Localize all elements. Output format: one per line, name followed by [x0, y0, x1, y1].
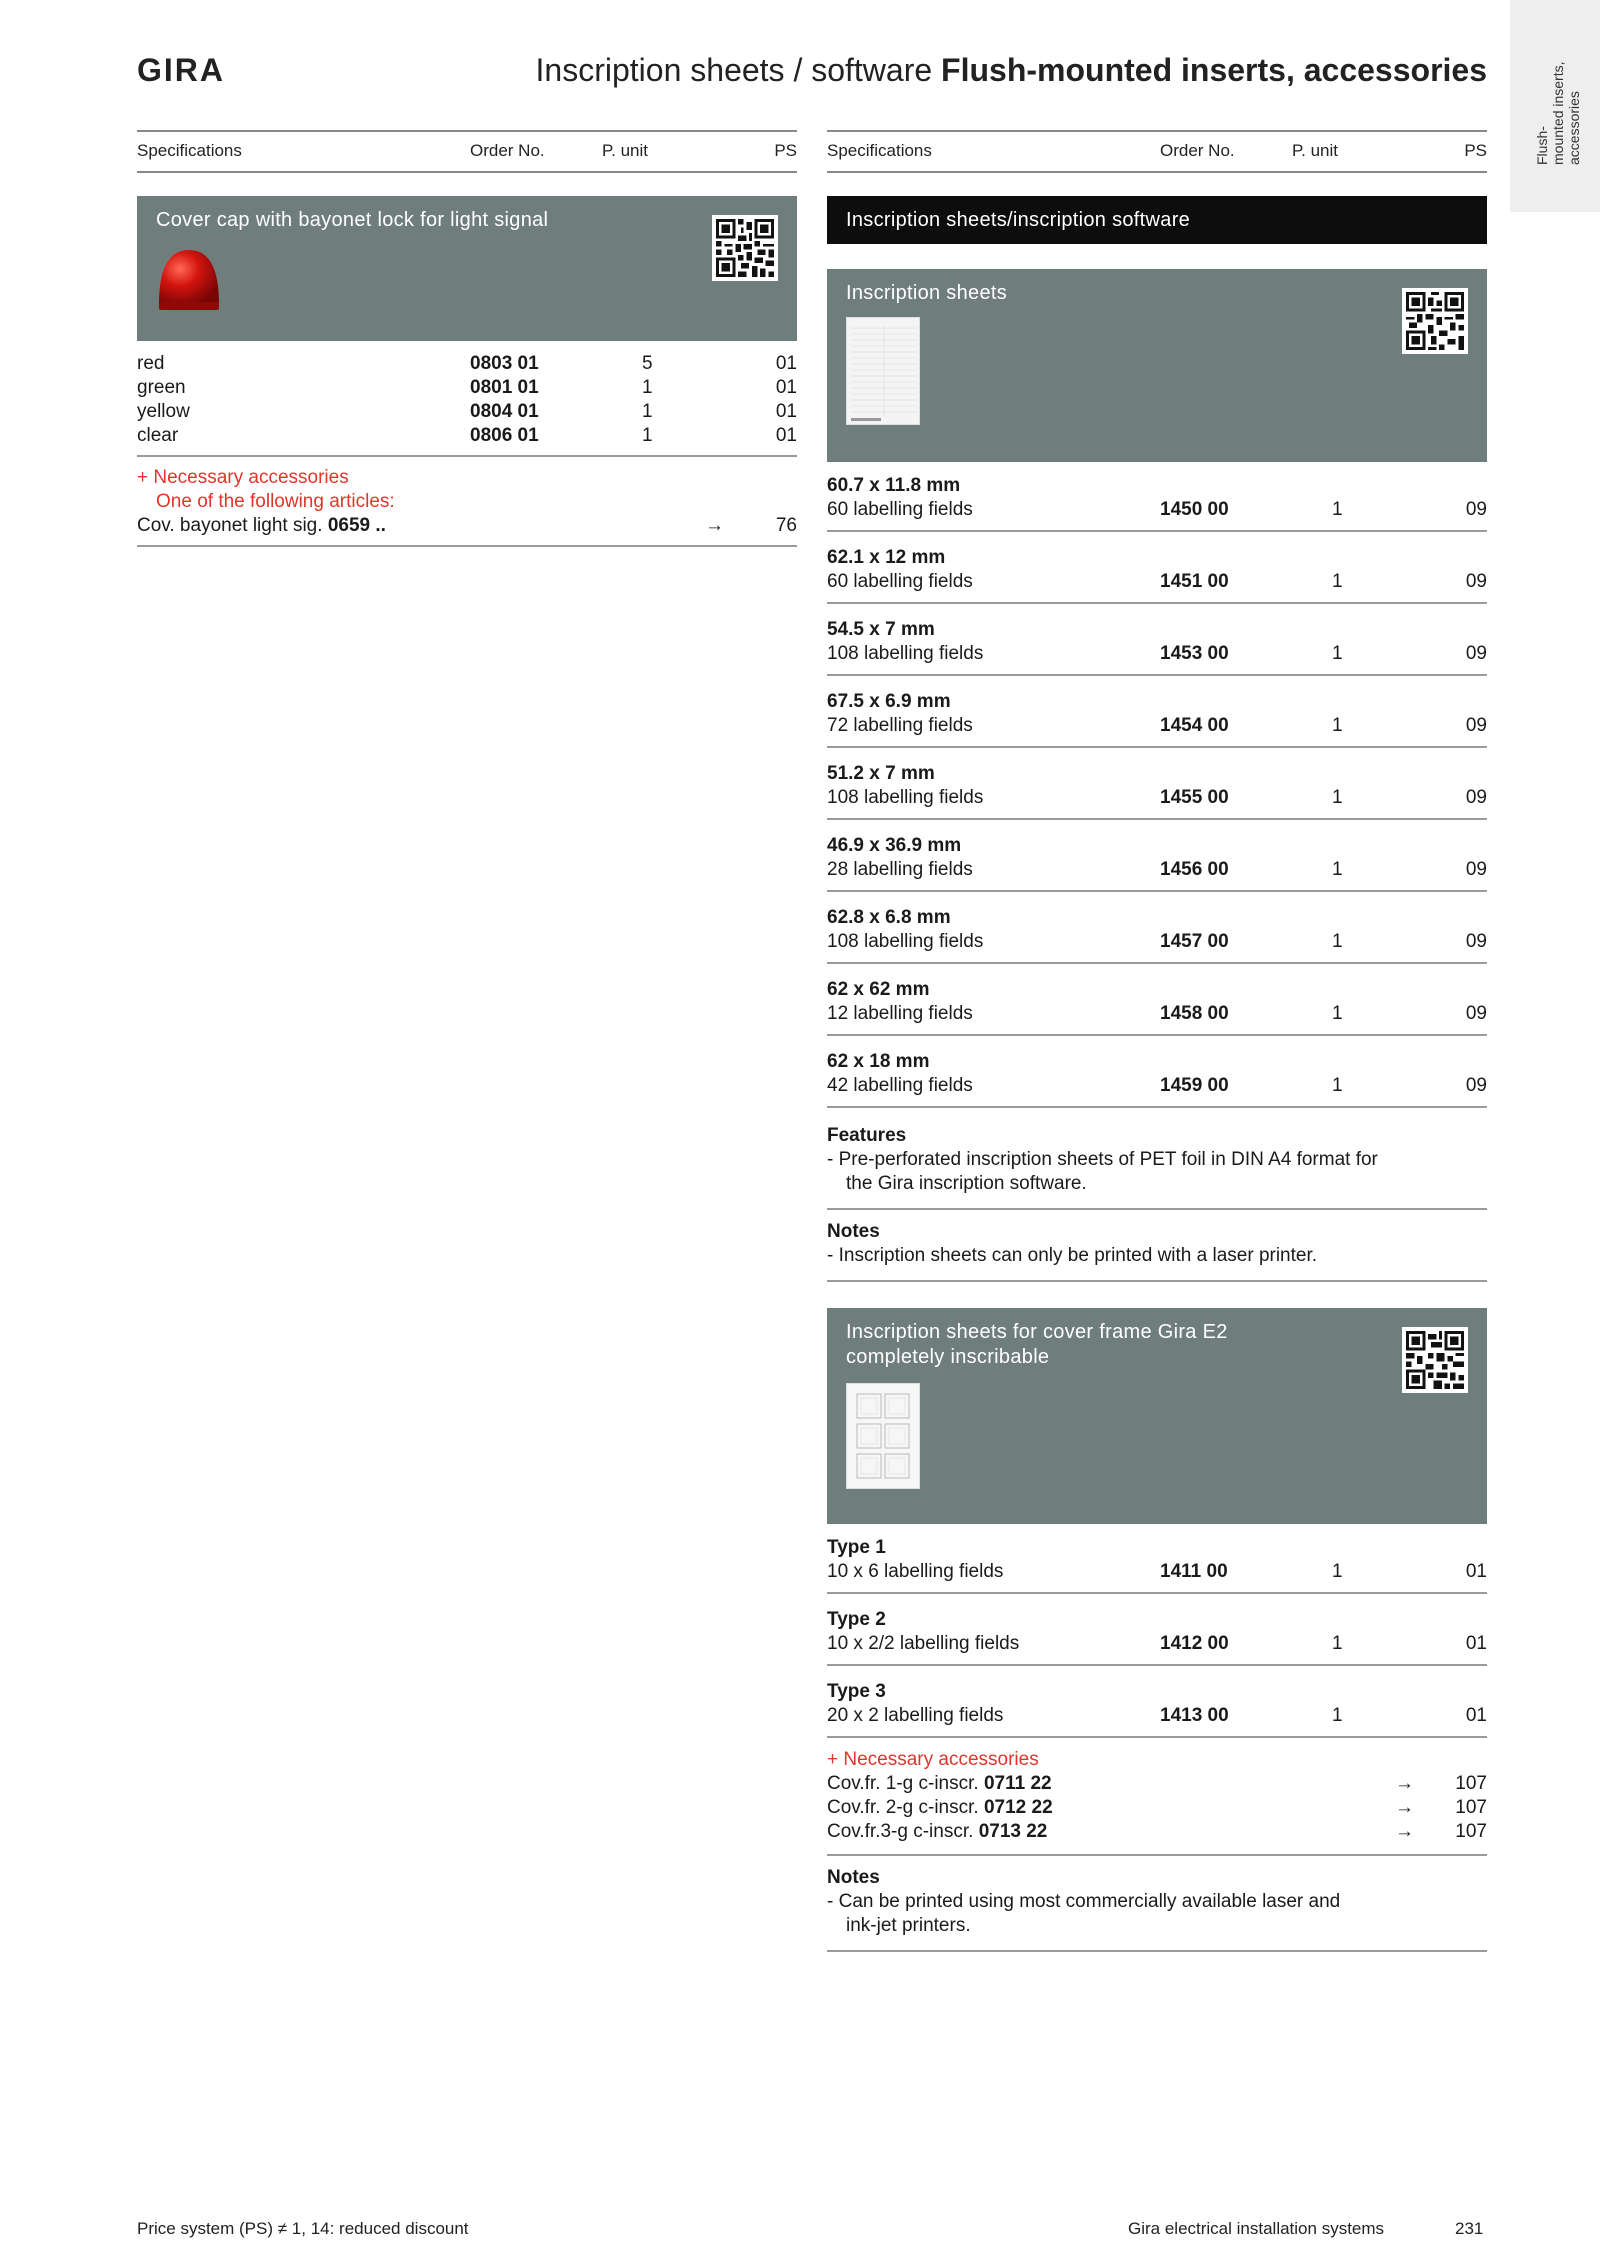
- divider: [827, 890, 1487, 892]
- arrow-right-icon: →: [1395, 1821, 1414, 1842]
- divider: [827, 1736, 1487, 1738]
- table-row: 51.2 x 7 mm 108 labelling fields 1455 00 1 09: [827, 763, 1487, 808]
- table-row: 67.5 x 6.9 mm 72 labelling fields 1454 00 1 09: [827, 691, 1487, 736]
- order-header: Order No.: [1160, 141, 1235, 160]
- page-title: [536, 52, 1487, 89]
- red-cover-cap-image: [155, 244, 223, 314]
- arrow-right-icon: →: [1395, 1773, 1414, 1794]
- footer-company: Gira electrical installation systems: [1128, 2219, 1385, 2238]
- arrow-right-icon: →: [705, 515, 724, 536]
- table-row: Type 2 10 x 2/2 labelling fields 1412 00 1 01: [827, 1609, 1487, 1654]
- left-column: [137, 130, 797, 590]
- inscription-sheet-image: [846, 317, 920, 425]
- divider: [827, 1950, 1487, 1952]
- divider: [827, 1664, 1487, 1666]
- divider: [827, 818, 1487, 820]
- page-title-light: Inscription sheets / software: [535, 52, 933, 88]
- qr-code-icon[interactable]: [1402, 1327, 1468, 1393]
- page-reference[interactable]: 107: [1455, 1773, 1487, 1794]
- table-row: Type 1 10 x 6 labelling fields 1411 00 1 01: [827, 1537, 1487, 1582]
- gira-logo: GIRA: [137, 52, 225, 88]
- divider: [827, 1592, 1487, 1594]
- arrow-right-icon: →: [1395, 1797, 1414, 1818]
- page-title-bold: Flush-mounted inserts, accessories: [941, 52, 1487, 88]
- table-row: 46.9 x 36.9 mm 28 labelling fields 1456 00 1 09: [827, 835, 1487, 880]
- inscription-sheets-panel: Inscription sheets: [827, 269, 1487, 462]
- section-title-bar: Inscription sheets/inscription software: [827, 196, 1487, 244]
- inscription-sheets-table: [827, 474, 1487, 1124]
- divider: [827, 1208, 1487, 1210]
- divider: [137, 545, 797, 547]
- divider: [827, 1854, 1487, 1856]
- cover-cap-table: red 0803 01 5 01 green 0801 01 1 01 yellow 0804 01 1 01 clear 0806 01 1 01 + Necessary accessories One of the following articles: Cov. bayonet light sig. 0659 .. → 76: [137, 352, 797, 592]
- cover-cap-panel: [137, 196, 797, 341]
- panel-title: Cover cap with bayonet lock for light signal: [156, 209, 549, 231]
- page-reference[interactable]: 107: [1455, 1797, 1487, 1818]
- cover-frame-sheets-panel: [827, 1308, 1487, 1524]
- divider: [827, 674, 1487, 676]
- page-reference[interactable]: 107: [1455, 1821, 1487, 1842]
- spec-header: Specifications: [827, 141, 932, 160]
- divider: [827, 746, 1487, 748]
- order-header: Order No.: [470, 141, 545, 160]
- features-text: - Pre-perforated inscription sheets of PET foil in DIN A4 format for: [827, 1149, 1378, 1170]
- right-column-header: [827, 130, 1487, 173]
- page-reference[interactable]: 76: [775, 515, 797, 536]
- cover-frame-sheet-image: [846, 1383, 920, 1489]
- unit-header: P. unit: [602, 141, 649, 160]
- right-column: [827, 130, 1487, 1970]
- divider: [137, 455, 797, 457]
- features-heading: Features: [827, 1125, 907, 1146]
- divider: [827, 1034, 1487, 1036]
- panel-title-line2: completely inscribable: [846, 1346, 1050, 1368]
- table-row: 62 x 62 mm 12 labelling fields 1458 00 1 09: [827, 979, 1487, 1024]
- spec-header: Specifications: [137, 141, 242, 160]
- table-row: 62.1 x 12 mm 60 labelling fields 1451 00 1 09: [827, 547, 1487, 592]
- divider: [827, 1106, 1487, 1108]
- chapter-side-tab[interactable]: [1510, 0, 1600, 212]
- ps-header: PS: [774, 141, 797, 160]
- notes-text: - Inscription sheets can only be printed with a laser printer.: [827, 1245, 1318, 1266]
- panel-title-line1: Inscription sheets for cover frame Gira E2: [846, 1321, 1228, 1343]
- features-text-cont: the Gira inscription software.: [846, 1173, 1087, 1194]
- page-number: 231: [1455, 2219, 1484, 2238]
- divider: [827, 962, 1487, 964]
- table-row: 54.5 x 7 mm 108 labelling fields 1453 00 1 09: [827, 619, 1487, 664]
- features-section: [827, 1124, 1487, 1284]
- table-row: 60.7 x 11.8 mm 60 labelling fields 1450 00 1 09: [827, 475, 1487, 520]
- divider: [827, 530, 1487, 532]
- qr-code-icon[interactable]: [712, 215, 778, 281]
- table-row: Type 3 20 x 2 labelling fields 1413 00 1 01: [827, 1681, 1487, 1726]
- divider: [827, 1280, 1487, 1282]
- left-column-header: [137, 130, 797, 173]
- table-row: 62.8 x 6.8 mm 108 labelling fields 1457 00 1 09: [827, 907, 1487, 952]
- unit-header: P. unit: [1292, 141, 1339, 160]
- divider: [827, 602, 1487, 604]
- notes-heading: Notes: [827, 1221, 880, 1242]
- cover-frame-sheets-table: Type 1 10 x 6 labelling fields 1411 00 1 01 Type 2 10 x 2/2 labelling fields 1412 00 1 01 Type 3 20 x 2 labelling fields 1413 00 1 01 + Necessary accessories Cov.fr. 1-g c-inscr. 0711 22 → 107 Cov.fr. 2-g c-inscr. 0712 22 → 107 Cov.fr.3-g c-inscr. 0713 22 → 107 Notes - Can be printed using most commercially available laser and ink-jet printers.: [827, 1536, 1487, 1956]
- qr-code-icon[interactable]: [1402, 288, 1468, 354]
- footer-price-note: Price system (PS) ≠ 1, 14: reduced discount: [137, 2219, 469, 2238]
- chapter-side-tab-label: Flush- mounted inserts, accessories: [1534, 61, 1582, 165]
- table-row: 62 x 18 mm 42 labelling fields 1459 00 1 09: [827, 1051, 1487, 1096]
- ps-header: PS: [1464, 141, 1487, 160]
